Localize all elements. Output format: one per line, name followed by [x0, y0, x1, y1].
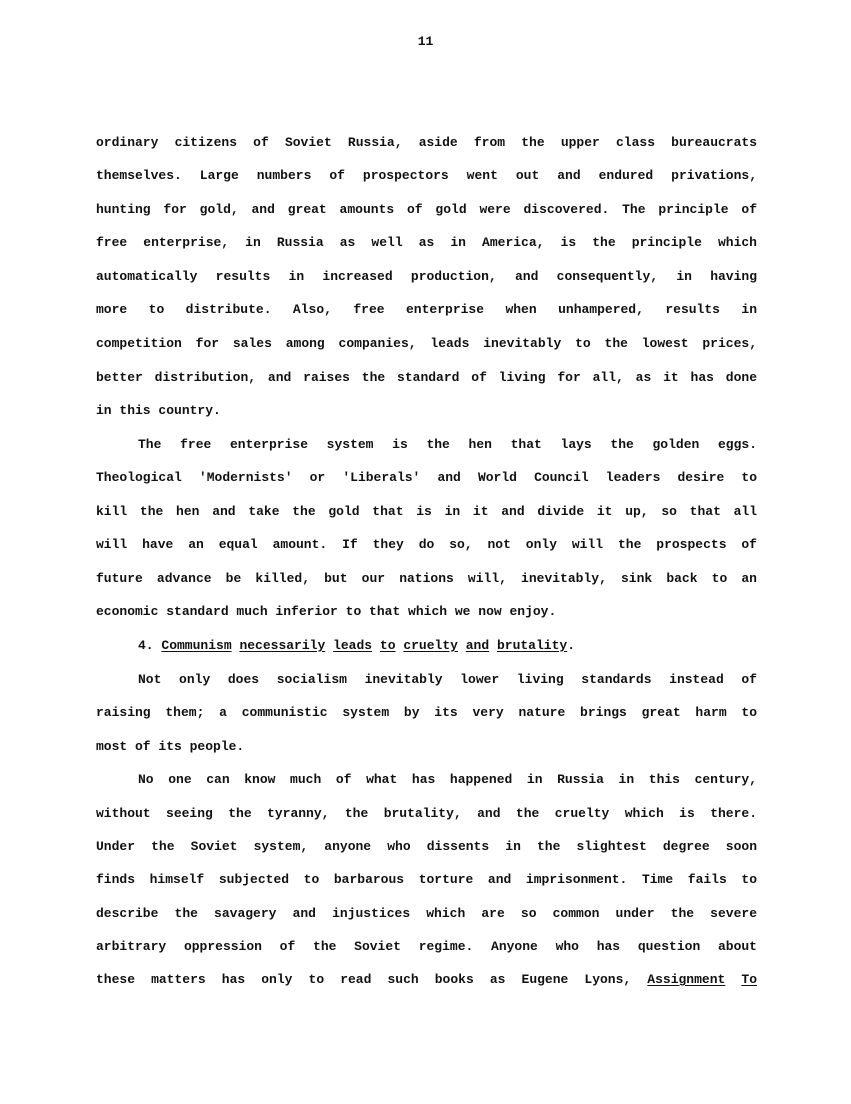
- text-segment: finds himself subjected to barbarous torture and imprisonment. Time fails to: [96, 872, 757, 887]
- text-segment: will have an equal amount. If they do so, not only will the prospects of: [96, 537, 757, 552]
- text-line: [96, 302, 757, 318]
- text-segment: Under the Soviet system, anyone who dissents in the slightest degree soon: [96, 839, 757, 854]
- text-line: [96, 739, 757, 755]
- text-line: [96, 906, 757, 922]
- underlined-text: necessarily: [239, 638, 326, 653]
- text-segment: in this country.: [96, 403, 221, 418]
- underlined-text: To: [741, 972, 757, 987]
- underlined-text: brutality: [496, 638, 568, 653]
- text-line: [138, 638, 757, 654]
- text-line: [96, 571, 757, 587]
- text-segment: Theological 'Modernists' or 'Liberals' and World Council leaders desire to: [96, 470, 757, 485]
- text-line: [96, 504, 757, 520]
- text-line: [96, 972, 757, 988]
- text-segment: these matters has only to read such books as Eugene Lyons,: [96, 972, 648, 987]
- text-line: [96, 135, 757, 151]
- text-line: [138, 437, 757, 453]
- text-segment: [489, 638, 497, 653]
- text-segment: without seeing the tyranny, the brutality, and the cruelty which is there.: [96, 806, 757, 821]
- text-line: [96, 403, 757, 419]
- text-segment: automatically results in increased production, and consequently, in having: [96, 269, 757, 284]
- text-segment: ordinary citizens of Soviet Russia, aside from the upper class bureaucrats: [96, 135, 757, 150]
- text-line: [96, 604, 757, 620]
- text-segment: arbitrary oppression of the Soviet regime. Anyone who has question about: [96, 939, 757, 954]
- text-line: [96, 806, 757, 822]
- page-number: 11: [417, 34, 434, 49]
- text-segment: raising them; a communistic system by its very nature brings great harm to: [96, 705, 757, 720]
- underlined-text: cruelty: [403, 638, 458, 653]
- text-line: [96, 336, 757, 352]
- text-line: [138, 772, 757, 788]
- text-segment: [325, 638, 333, 653]
- text-line: [96, 939, 757, 955]
- text-segment: Not only does socialism inevitably lower living standards instead of: [138, 672, 757, 687]
- text-line: [96, 872, 757, 888]
- text-segment: competition for sales among companies, leads inevitably to the lowest prices,: [96, 336, 757, 351]
- text-line: [96, 470, 757, 486]
- text-segment: describe the savagery and injustices which are so common under the severe: [96, 906, 757, 921]
- text-segment: hunting for gold, and great amounts of gold were discovered. The principle of: [96, 202, 757, 217]
- text-segment: [725, 972, 741, 987]
- text-line: [138, 672, 757, 688]
- text-segment: [372, 638, 380, 653]
- underlined-text: and: [465, 638, 490, 653]
- text-line: [96, 168, 757, 184]
- text-segment: better distribution, and raises the standard of living for all, as it has done: [96, 370, 757, 385]
- text-segment: [458, 638, 466, 653]
- text-segment: themselves. Large numbers of prospectors went out and endured privations,: [96, 168, 757, 183]
- text-line: [96, 202, 757, 218]
- text-line: [96, 537, 757, 553]
- text-segment: 4.: [138, 638, 162, 653]
- text-segment: No one can know much of what has happened in Russia in this century,: [138, 772, 757, 787]
- text-segment: most of its people.: [96, 739, 245, 754]
- underlined-text: Assignment: [647, 972, 726, 987]
- underlined-text: Communism: [161, 638, 232, 653]
- text-line: [96, 235, 757, 251]
- text-line: [96, 705, 757, 721]
- underlined-text: to: [379, 638, 396, 653]
- text-segment: The free enterprise system is the hen that lays the golden eggs.: [138, 437, 757, 452]
- text-segment: .: [567, 638, 575, 653]
- text-line: [96, 269, 757, 285]
- text-segment: kill the hen and take the gold that is in it and divide it up, so that all: [96, 504, 757, 519]
- text-line: [96, 839, 757, 855]
- text-segment: free enterprise, in Russia as well as in America, is the principle which: [96, 235, 757, 250]
- text-line: [96, 370, 757, 386]
- underlined-text: leads: [333, 638, 373, 653]
- text-segment: more to distribute. Also, free enterprise when unhampered, results in: [96, 302, 757, 317]
- text-segment: future advance be killed, but our nations will, inevitably, sink back to an: [96, 571, 757, 586]
- text-segment: economic standard much inferior to that which we now enjoy.: [96, 604, 557, 619]
